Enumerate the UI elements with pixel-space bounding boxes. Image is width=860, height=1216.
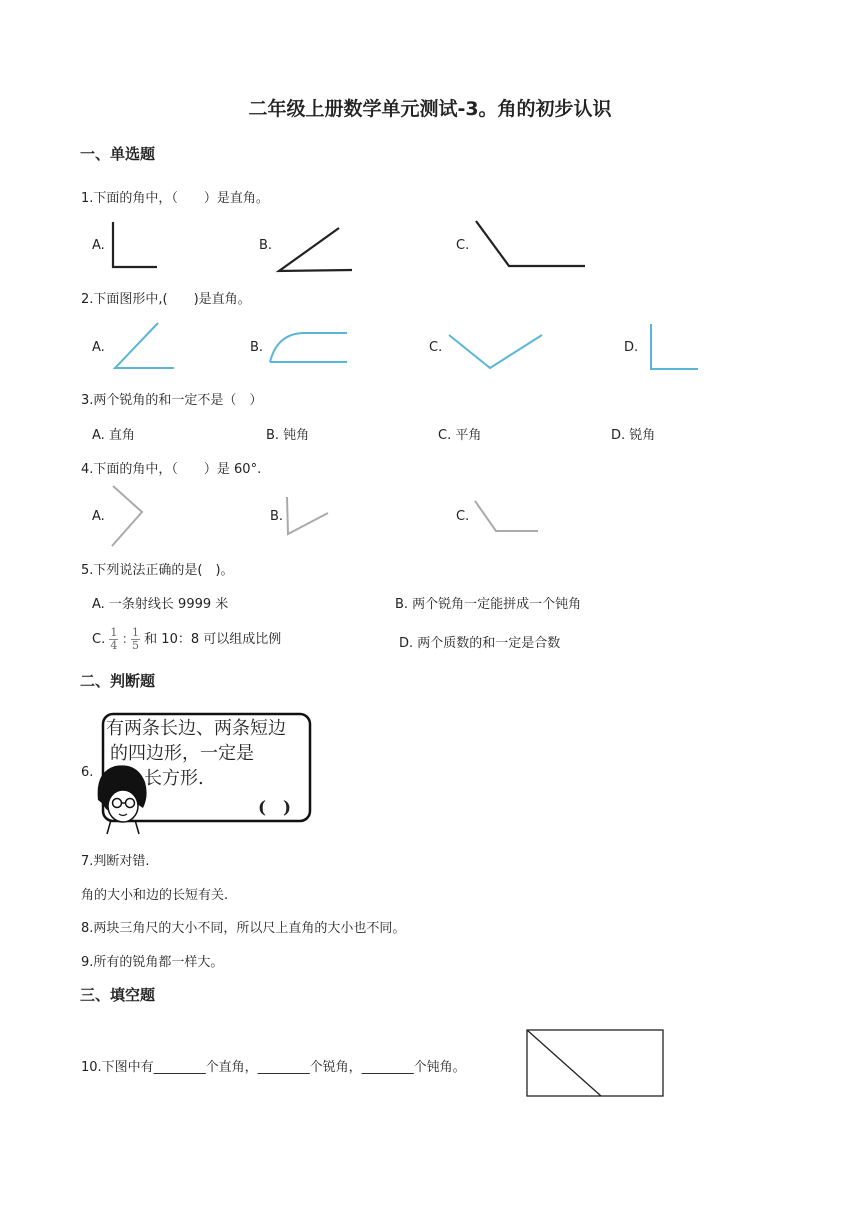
q2-option-d-label[interactable]: D. (624, 340, 639, 355)
question-8-text: 8.两块三角尺的大小不同，所以尺上直角的大小也不同。 (81, 921, 406, 936)
q5-option-d[interactable]: D. 两个质数的和一定是合数 (399, 636, 561, 651)
fraction-numerator: 1 (132, 626, 140, 639)
section-heading-fill-blank: 三、填空题 (80, 986, 156, 1004)
fraction-denominator: 5 (132, 639, 140, 652)
question-6-number: 6. (81, 765, 94, 780)
q1-option-c-label[interactable]: C. (456, 238, 470, 253)
question-7-statement: 角的大小和边的长短有关. (81, 888, 229, 903)
question-4-text: 4.下面的角中，（ ）是 60°. (81, 462, 262, 477)
ratio-colon: : (122, 632, 127, 647)
q5-option-a[interactable]: A. 一条射线长 9999 米 (92, 597, 229, 612)
fraction-numerator: 1 (110, 626, 118, 639)
q6-bubble-line-3: 长方形. (144, 768, 204, 789)
q5-option-b[interactable]: B. 两个锐角一定能拼成一个钝角 (395, 597, 582, 612)
fraction-denominator: 4 (110, 639, 118, 652)
q5-option-c-suffix: 和 10：8 可以组成比例 (144, 632, 282, 647)
q2-option-c-angle-figure (446, 332, 546, 372)
q2-option-a-angle-figure (112, 320, 176, 372)
q3-option-c[interactable]: C. 平角 (438, 428, 482, 443)
question-1-text: 1.下面的角中，（ ）是直角。 (81, 191, 269, 206)
q2-option-d-angle-figure (648, 322, 702, 372)
q4-option-b-angle-figure (284, 495, 332, 537)
q1-option-b-label[interactable]: B. (259, 238, 273, 253)
q2-option-b-curved-figure (267, 328, 351, 364)
q6-bubble-line-2: 的四边形，一定是 (110, 743, 254, 764)
fraction-one-fifth (131, 627, 140, 652)
q1-option-a-label[interactable]: A. (92, 238, 105, 253)
q2-option-c-label[interactable]: C. (429, 340, 443, 355)
q4-option-c-angle-figure (472, 499, 542, 535)
q4-option-a-label[interactable]: A. (92, 509, 105, 524)
q1-option-a-angle-figure (110, 220, 160, 270)
question-3-text: 3.两个锐角的和一定不是（ ） (81, 393, 263, 408)
fraction-one-quarter (109, 627, 118, 652)
page-title: 二年级上册数学单元测试-3。角的初步认识 (248, 98, 612, 120)
q3-option-d[interactable]: D. 锐角 (611, 428, 656, 443)
question-5-text: 5.下列说法正确的是( )。 (81, 563, 234, 578)
q1-option-b-angle-figure (276, 224, 356, 274)
question-10-text[interactable]: 10.下图中有________个直角，________个锐角，________个钝角。 (81, 1060, 466, 1075)
section-heading-true-false: 二、判断题 (80, 672, 156, 690)
q3-option-b[interactable]: B. 钝角 (266, 428, 310, 443)
q5-option-c[interactable] (92, 624, 281, 656)
q6-bubble-text (106, 716, 286, 791)
question-9-text: 9.所有的锐角都一样大。 (81, 955, 224, 970)
question-2-text: 2.下面图形中,( )是直角。 (81, 292, 251, 307)
q2-option-a-label[interactable]: A. (92, 340, 105, 355)
q3-option-a[interactable]: A. 直角 (92, 428, 135, 443)
q6-answer-parentheses[interactable]: ( ) (258, 798, 292, 818)
question-7-text: 7.判断对错. (81, 854, 150, 869)
q4-option-c-label[interactable]: C. (456, 509, 470, 524)
q4-option-a-angle-figure (108, 484, 148, 548)
q2-option-b-label[interactable]: B. (250, 340, 264, 355)
q1-option-c-angle-figure (473, 218, 588, 270)
q6-bubble-line-1: 有两条长边、两条短边 (106, 718, 286, 739)
q4-option-b-label[interactable]: B. (270, 509, 284, 524)
q10-rectangle-diagonal-figure (526, 1029, 666, 1099)
q5-option-c-prefix: C. (92, 632, 106, 647)
section-heading-single-choice: 一、单选题 (80, 145, 156, 163)
